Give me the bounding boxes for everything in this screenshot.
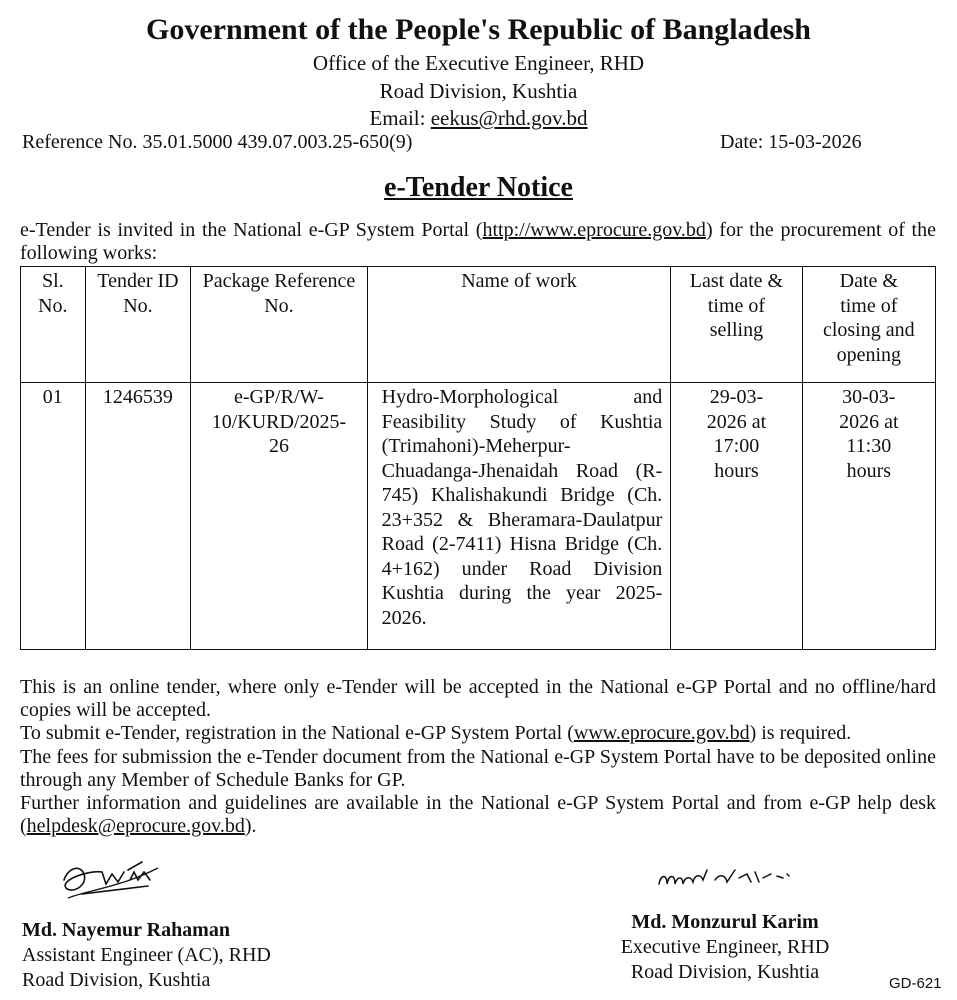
table-row <box>21 383 936 650</box>
signatory-right-designation: Executive Engineer, RHD <box>620 936 830 958</box>
intro-paragraph <box>20 219 936 265</box>
condition-helpdesk <box>20 792 936 838</box>
ad-code: GD-621 <box>889 975 942 992</box>
tender-table <box>20 266 936 650</box>
header-sl: Sl. No. <box>21 267 86 383</box>
government-title: Government of the People's Republic of Bangladesh <box>146 13 811 46</box>
condition-fees: The fees for submission the e-Tender document from the National e-GP System Portal have to be deposited online through any Member of Schedule Banks for GP. <box>20 745 936 791</box>
header-tender-id: Tender ID No. <box>85 267 191 383</box>
condition-online-only: This is an online tender, where only e-Tender will be accepted in the National e-GP Portal and no offline/hard copies will be accepted. <box>20 676 936 722</box>
signatory-left-name: Md. Nayemur Rahaman <box>22 919 230 941</box>
cell-closing-opening: 30-03-2026 at 11:30 hours <box>802 383 935 650</box>
header-last-selling: Last date & time of selling <box>671 267 802 383</box>
notice-title-text: e-Tender Notice <box>384 172 573 203</box>
tender-conditions <box>20 676 936 838</box>
notice-date: Date: 15-03-2026 <box>720 131 862 153</box>
signatory-left-division: Road Division, Kushtia <box>22 969 211 991</box>
signatory-right <box>600 910 850 985</box>
helpdesk-text-after: ). <box>244 815 257 838</box>
signatory-right-division: Road Division, Kushtia <box>630 961 820 983</box>
cell-tender-id: 1246539 <box>85 383 191 650</box>
signature-right <box>655 860 795 900</box>
division-line: Road Division, Kushtia <box>379 79 578 103</box>
email-label: Email: <box>369 106 431 130</box>
helpdesk-text-before: Further information and guidelines are available in the National e-GP System Portal and from e-GP help desk ( <box>20 792 936 838</box>
intro-text-after: ) for the procurement of the following works: <box>20 219 936 264</box>
cell-sl: 01 <box>21 383 86 650</box>
table-header-row <box>21 267 936 383</box>
eprocure-link[interactable]: http://www.eprocure.gov.bd <box>482 219 706 241</box>
email-link[interactable]: eekus@rhd.gov.bd <box>430 106 588 130</box>
signatory-left-designation: Assistant Engineer (AC), RHD <box>22 944 271 966</box>
email-line <box>0 105 957 131</box>
notice-title <box>0 170 957 206</box>
signatory-right-name: Md. Monzurul Karim <box>631 911 819 933</box>
header-name-of-work: Name of work <box>367 267 671 383</box>
condition-registration <box>20 722 936 745</box>
registration-text-after: ) is required. <box>749 722 852 745</box>
cell-name-of-work: Hydro-Morphological and Feasibility Study of Kushtia (Trimahoni)-Meherpur-Chuadanga-Jhenaidah Road (R-745) Khalishakundi Bridge (Ch. 23+352 & Bheramara-Daulatpur Road (2-7411) Hisna Bridge (Ch. 4+162) under Road Division Kushtia during the year 2025-2026. <box>367 383 671 650</box>
office-line: Office of the Executive Engineer, RHD <box>312 51 645 75</box>
signatory-left <box>22 918 271 993</box>
eprocure-short-link[interactable]: www.eprocure.gov.bd <box>573 722 750 745</box>
intro-text-before: e-Tender is invited in the National e-GP System Portal ( <box>20 219 483 241</box>
header-package-ref: Package Reference No. <box>191 267 367 383</box>
header-closing-opening: Date & time of closing and opening <box>802 267 935 383</box>
registration-text-before: To submit e-Tender, registration in the National e-GP System Portal ( <box>20 722 574 745</box>
cell-package-ref: e-GP/R/W-10/KURD/2025-26 <box>191 383 367 650</box>
signature-left <box>58 850 168 910</box>
cell-last-selling: 29-03-2026 at 17:00 hours <box>671 383 802 650</box>
reference-number: Reference No. 35.01.5000 439.07.003.25-650(9) <box>22 131 413 153</box>
helpdesk-email-link[interactable]: helpdesk@eprocure.gov.bd <box>26 815 245 838</box>
